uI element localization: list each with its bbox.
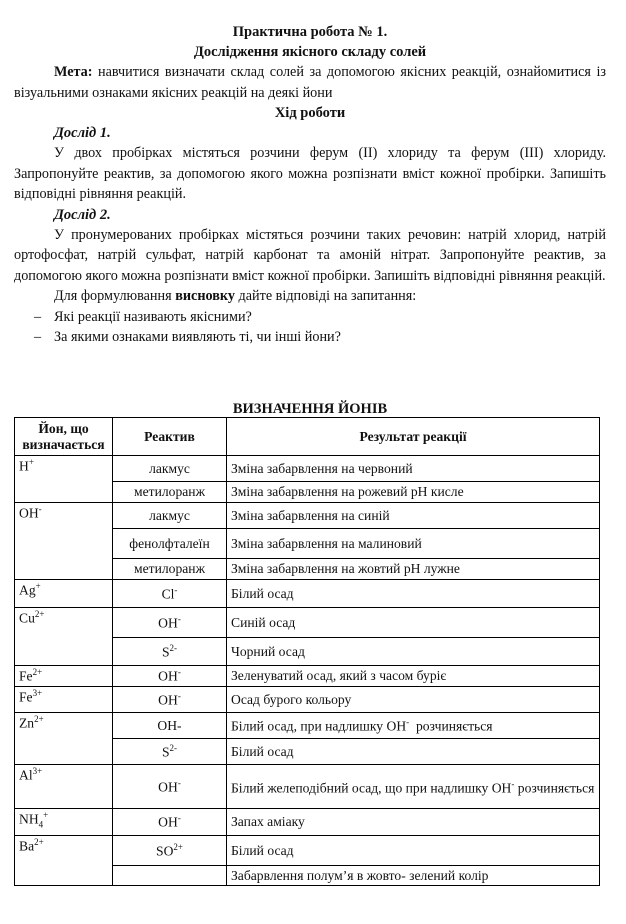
- conclusion-pre: Для формулювання: [54, 288, 176, 304]
- dash-marker: –: [34, 329, 42, 345]
- result-cell: Запах аміаку: [227, 809, 600, 836]
- table-row: [15, 503, 600, 529]
- conclusion-intro: [14, 286, 606, 307]
- reagent-cell: OH-: [113, 809, 227, 836]
- result-cell: Зеленуватий осад, який з часом буріє: [227, 666, 600, 687]
- result-cell: Осад бурого кольору: [227, 687, 600, 713]
- ion-cell: $Al^{3+}$: [15, 765, 113, 809]
- exp1-text: У двох пробірках містяться розчини ферум (II) хлориду та ферум (III) хлориду. Запропонуйте реактив, за допомогою якого можна розпізнати вміст кожної пробірки. Запишіть відповідні рівняння реакцій.: [14, 145, 606, 202]
- result-cell: Забарвлення полум’я в жовто- зелений колір: [227, 866, 600, 886]
- reagent-cell: фенолфталеїн: [113, 529, 227, 559]
- table-row: [15, 580, 600, 608]
- table-row: [15, 687, 600, 713]
- conclusion-post: дайте відповіді на запитання:: [234, 288, 417, 304]
- header-ion: Йон, що визначається: [15, 418, 113, 456]
- ion-cell: $Ba^{2+}$: [15, 836, 113, 886]
- question-2-text: За якими ознаками виявляють ті, чи інші йони?: [54, 329, 341, 345]
- reagent-cell: $SO^{2+}$: [113, 836, 227, 866]
- result-cell: Синій осад: [227, 608, 600, 638]
- header-result: Результат реакції: [227, 418, 600, 456]
- table-row: [15, 456, 600, 482]
- table-row: [15, 713, 600, 739]
- question-1-text: Які реакції називають якісними?: [54, 308, 252, 325]
- result-cell: Білий осад: [227, 580, 600, 608]
- reagent-cell: метилоранж: [113, 559, 227, 580]
- table-row: [15, 666, 600, 687]
- header-reagent: Реактив: [113, 418, 227, 456]
- ion-cell: OH-: [15, 503, 113, 580]
- ion-cell: Ag+: [15, 580, 113, 608]
- reagent-cell: Cl-: [113, 580, 227, 608]
- exp1-title: Дослід 1.: [54, 125, 111, 141]
- reagent-cell: лакмус: [113, 456, 227, 482]
- table-title: ВИЗНАЧЕННЯ ЙОНІВ: [232, 401, 388, 417]
- result-cell: Чорний осад: [227, 638, 600, 666]
- table-row: [15, 765, 600, 809]
- dash-marker: –: [34, 308, 42, 325]
- table-row: [15, 608, 600, 638]
- result-cell: Білий желеподібний осад, що при надлишку ОН- розчиняється: [227, 765, 600, 809]
- ion-cell: $NH_4^+$: [15, 809, 113, 836]
- page: [14, 22, 606, 883]
- conclusion-bold: висновку: [175, 288, 235, 304]
- result-cell: Білий осад, при надлишку ОН- розчиняється: [227, 713, 600, 739]
- reagent-cell: $S^{2-}$: [113, 638, 227, 666]
- reagent-cell: метилоранж: [113, 482, 227, 503]
- table-row: [15, 836, 600, 866]
- ion-cell: H+: [15, 456, 113, 503]
- ion-cell: $Cu^{2+}$: [15, 608, 113, 666]
- reagent-cell: OH-: [113, 666, 227, 687]
- result-cell: Зміна забарвлення на синій: [227, 503, 600, 529]
- goal-paragraph: [14, 62, 606, 103]
- reagent-cell: OH-: [113, 713, 227, 739]
- goal-text: навчитися визначати склад солей за допомогою якісних реакцій, ознайомитися із візуальними ознаками якісних реакцій на деякі йони: [14, 64, 606, 101]
- table-row: [15, 809, 600, 836]
- reagent-cell: [113, 866, 227, 886]
- result-cell: Білий осад: [227, 739, 600, 765]
- question-2: [14, 327, 606, 348]
- question-1: [14, 307, 606, 328]
- ion-cell: $Zn^{2+}$: [15, 713, 113, 765]
- reagent-cell: $S^{2-}$: [113, 739, 227, 765]
- page-subtitle: Дослідження якісного складу солей: [193, 44, 427, 60]
- ion-cell: $Fe^{3+}$: [15, 687, 113, 713]
- ion-cell: $Fe^{2+}$: [15, 666, 113, 687]
- ions-table: [14, 417, 600, 886]
- reagent-cell: OH-: [113, 687, 227, 713]
- result-cell: Зміна забарвлення на жовтий рН лужне: [227, 559, 600, 580]
- exp2-text: У пронумерованих пробірках містяться розчини таких речовин: натрій хлорид, натрій ортофосфат, натрій сульфат, натрій карбонат та амоній нітрат. Запропонуйте реактив, за допомогою якого можна розпізнати вміст кожної пробірки. Запишіть відповідні рівняння реакцій.: [14, 226, 606, 284]
- reagent-cell: лакмус: [113, 503, 227, 529]
- result-cell: Зміна забарвлення на червоний: [227, 456, 600, 482]
- result-cell: Зміна забарвлення на рожевий рН кисле: [227, 482, 600, 503]
- reagent-cell: OH-: [113, 765, 227, 809]
- result-cell: Зміна забарвлення на малиновий: [227, 529, 600, 559]
- table-header-row: [15, 418, 600, 456]
- reagent-cell: OH-: [113, 608, 227, 638]
- exp2-title: Дослід 2.: [54, 206, 111, 223]
- page-title: Практична робота № 1.: [232, 24, 388, 40]
- result-cell: Білий осад: [227, 836, 600, 866]
- procedure-title: Хід роботи: [274, 105, 346, 121]
- goal-label: Мета:: [54, 64, 93, 80]
